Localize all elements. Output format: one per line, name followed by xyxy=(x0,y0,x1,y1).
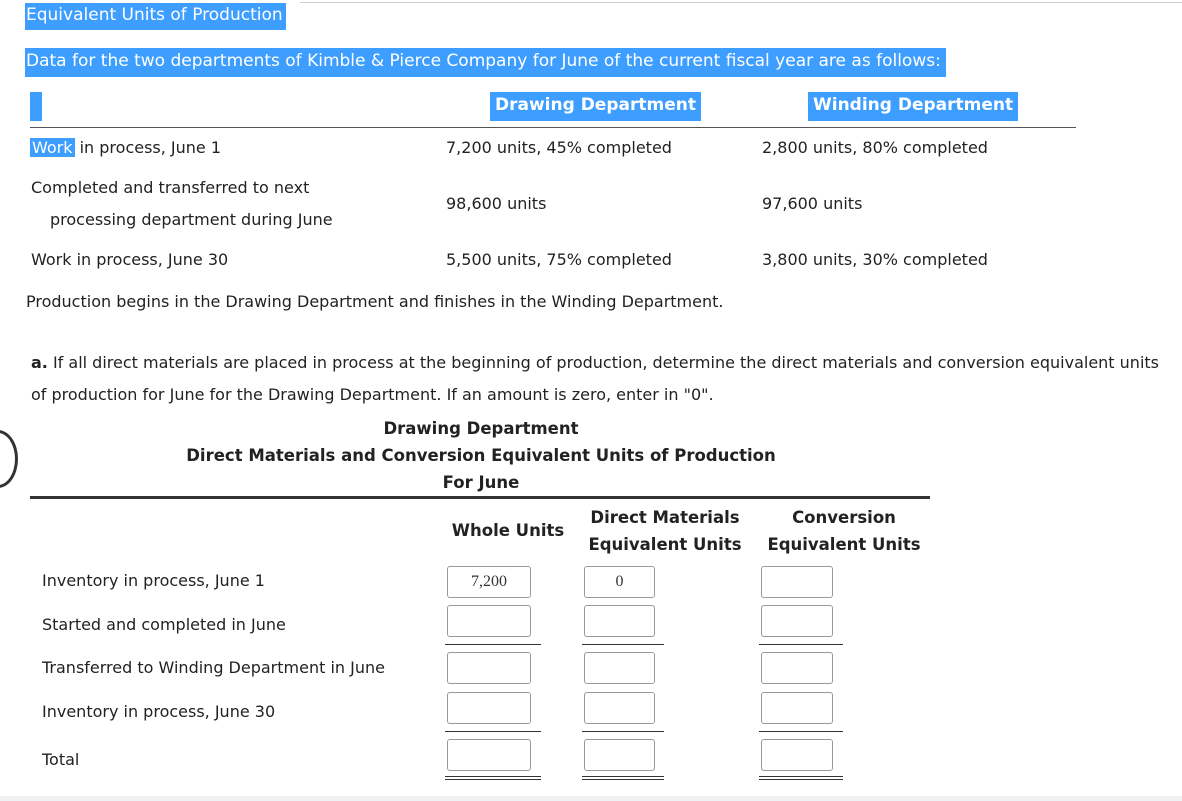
double-underline-conversion-total-2 xyxy=(759,779,843,780)
dm-eu-transferred-input[interactable] xyxy=(584,652,655,684)
double-underline-conversion-total-1 xyxy=(759,776,843,777)
conversion-eu-transferred-input[interactable] xyxy=(761,652,833,684)
question-text: If all direct materials are placed in process at the beginning of production, determine the direct materials and conversion equivalent units of production for June for the Drawing Department. If an amount is zero, enter in "0". xyxy=(31,353,1159,404)
top-divider xyxy=(300,2,1182,3)
drawing-value: 5,500 units, 75% completed xyxy=(446,250,672,269)
page-title: Equivalent Units of Production xyxy=(25,3,286,30)
question-a xyxy=(31,347,1171,411)
dm-eu-started-completed-input[interactable] xyxy=(584,605,655,637)
whole-units-inventory-june-1-input[interactable] xyxy=(447,566,531,598)
column-header-whole-units: Whole Units xyxy=(451,521,565,540)
underline-conversion-row-4 xyxy=(759,731,843,732)
header-blank-cell xyxy=(30,92,42,121)
bottom-strip xyxy=(0,796,1182,801)
data-row-label: Completed and transferred to next xyxy=(31,178,310,197)
winding-value: 2,800 units, 80% completed xyxy=(762,138,988,157)
report-heading-rule xyxy=(30,496,930,499)
question-label: a. xyxy=(31,353,48,372)
row-label-started-completed: Started and completed in June xyxy=(42,615,286,634)
header-rule xyxy=(30,127,1076,128)
data-row-label xyxy=(30,138,221,157)
winding-department-header: Winding Department xyxy=(808,92,1018,121)
underline-conversion-row-2 xyxy=(759,644,843,645)
whole-units-total-input[interactable] xyxy=(447,739,531,771)
column-header-conversion-line1: Conversion xyxy=(792,508,896,527)
drawing-value: 7,200 units, 45% completed xyxy=(446,138,672,157)
double-underline-whole-total-2 xyxy=(445,779,541,780)
column-header-conversion-line2: Equivalent Units xyxy=(767,535,921,554)
whole-units-inventory-june-30-input[interactable] xyxy=(447,692,531,724)
underline-whole-row-4 xyxy=(445,731,541,732)
row-label-transferred: Transferred to Winding Department in June xyxy=(42,658,385,677)
whole-units-started-completed-input[interactable] xyxy=(447,605,531,637)
drawing-department-header: Drawing Department xyxy=(490,92,701,121)
dm-eu-total-input[interactable] xyxy=(584,739,655,771)
drawing-value: 98,600 units xyxy=(446,194,547,213)
data-row-label: Work in process, June 30 xyxy=(31,250,229,269)
double-underline-dm-total-1 xyxy=(582,776,664,777)
underline-whole-row-2 xyxy=(445,644,541,645)
column-header-dm-line2: Equivalent Units xyxy=(588,535,742,554)
report-heading-period: For June xyxy=(442,473,520,492)
intro-text: Data for the two departments of Kimble & Pierce Company for June of the current fiscal year are as follows: xyxy=(25,48,946,77)
underline-dm-row-4 xyxy=(582,731,664,732)
conversion-eu-total-input[interactable] xyxy=(761,739,833,771)
row-label-total: Total xyxy=(42,750,80,769)
circle-marker xyxy=(0,430,18,488)
underline-dm-row-2 xyxy=(582,644,664,645)
report-heading-company: Drawing Department xyxy=(383,419,579,438)
dm-eu-inventory-june-30-input[interactable] xyxy=(584,692,655,724)
double-underline-dm-total-2 xyxy=(582,779,664,780)
dm-eu-inventory-june-1-input[interactable] xyxy=(584,566,655,598)
data-row-label-continued: processing department during June xyxy=(50,210,333,229)
closing-note: Production begins in the Drawing Department and finishes in the Winding Department. xyxy=(26,292,724,311)
row-label-inventory-june-1: Inventory in process, June 1 xyxy=(42,571,265,590)
column-header-dm-line1: Direct Materials xyxy=(590,508,740,527)
double-underline-whole-total-1 xyxy=(445,776,541,777)
conversion-eu-inventory-june-1-input[interactable] xyxy=(761,566,833,598)
winding-value: 97,600 units xyxy=(762,194,863,213)
whole-units-transferred-input[interactable] xyxy=(447,652,531,684)
highlighted-word: Work xyxy=(32,138,73,157)
row-label-rest: in process, June 1 xyxy=(74,138,222,157)
report-heading-title: Direct Materials and Conversion Equivalent Units of Production xyxy=(186,446,776,465)
conversion-eu-inventory-june-30-input[interactable] xyxy=(761,692,833,724)
conversion-eu-started-completed-input[interactable] xyxy=(761,605,833,637)
row-label-inventory-june-30: Inventory in process, June 30 xyxy=(42,702,276,721)
winding-value: 3,800 units, 30% completed xyxy=(762,250,988,269)
